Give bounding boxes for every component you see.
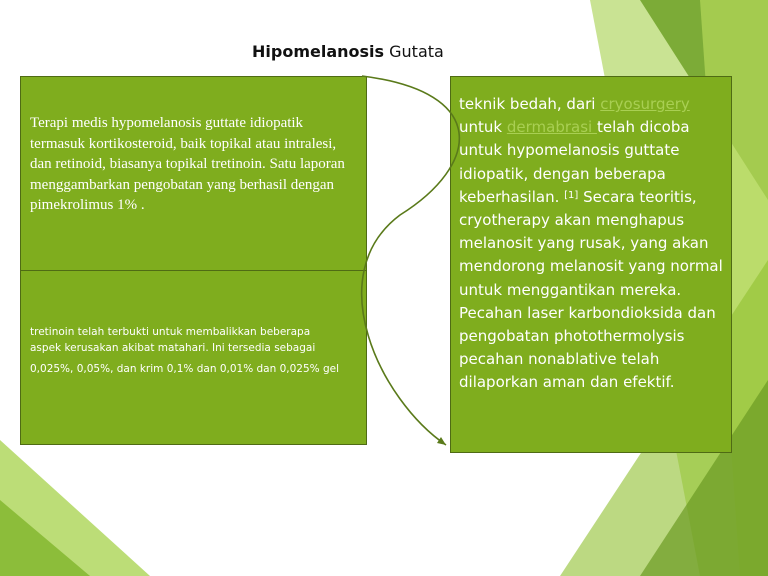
surgical-rest: Secara teoritis, cryotherapy akan menghapus melanosit yang rusak, yang akan mendorong melanosit yang normal untuk menggantikan mereka. Pecahan laser karbondioksida dan pengobatan photothermolysis pecahan nonablative telah dilaporkan aman dan efektif. (459, 187, 723, 392)
surgical-prefix: teknik bedah, dari (459, 95, 596, 113)
title-bold: Hipomelanosis (252, 42, 385, 61)
therapy-paragraph: Terapi medis hypomelanosis guttate idiopatik termasuk kortikosteroid, baik topikal atau intralesi, dan retinoid, biasanya topikal tretinoin. Satu laporan menggambarkan pengobatan yang berhasil dengan pimekrolimus 1% . (30, 115, 345, 213)
citation-link[interactable]: [1] (564, 189, 579, 201)
therapy-text-box (20, 76, 367, 271)
surgical-mid: untuk (459, 118, 503, 137)
tretinoin-paragraph (30, 325, 360, 378)
tretinoin-line-2: aspek kerusakan akibat matahari. Ini tersedia sebagai (30, 341, 316, 354)
cryosurgery-link[interactable]: cryosurgery (600, 95, 690, 113)
title-rest: Gutata (389, 42, 444, 61)
tretinoin-text-box (20, 270, 367, 445)
surgical-after-link: telah dicoba untuk hypomelanosis guttate idiopatik, dengan beberapa keberhasilan. (459, 118, 690, 206)
surgical-technique-box (450, 76, 732, 453)
surgical-paragraph (459, 93, 731, 395)
tretinoin-line-1: tretinoin telah terbukti untuk membalikkan beberapa (30, 326, 311, 338)
page-title (252, 42, 444, 61)
dermabrasi-link[interactable]: dermabrasi (506, 118, 597, 137)
tretinoin-line-3: 0,025%, 0,05%, dan krim 0,1% dan 0,01% dan 0,025% gel (30, 363, 340, 375)
